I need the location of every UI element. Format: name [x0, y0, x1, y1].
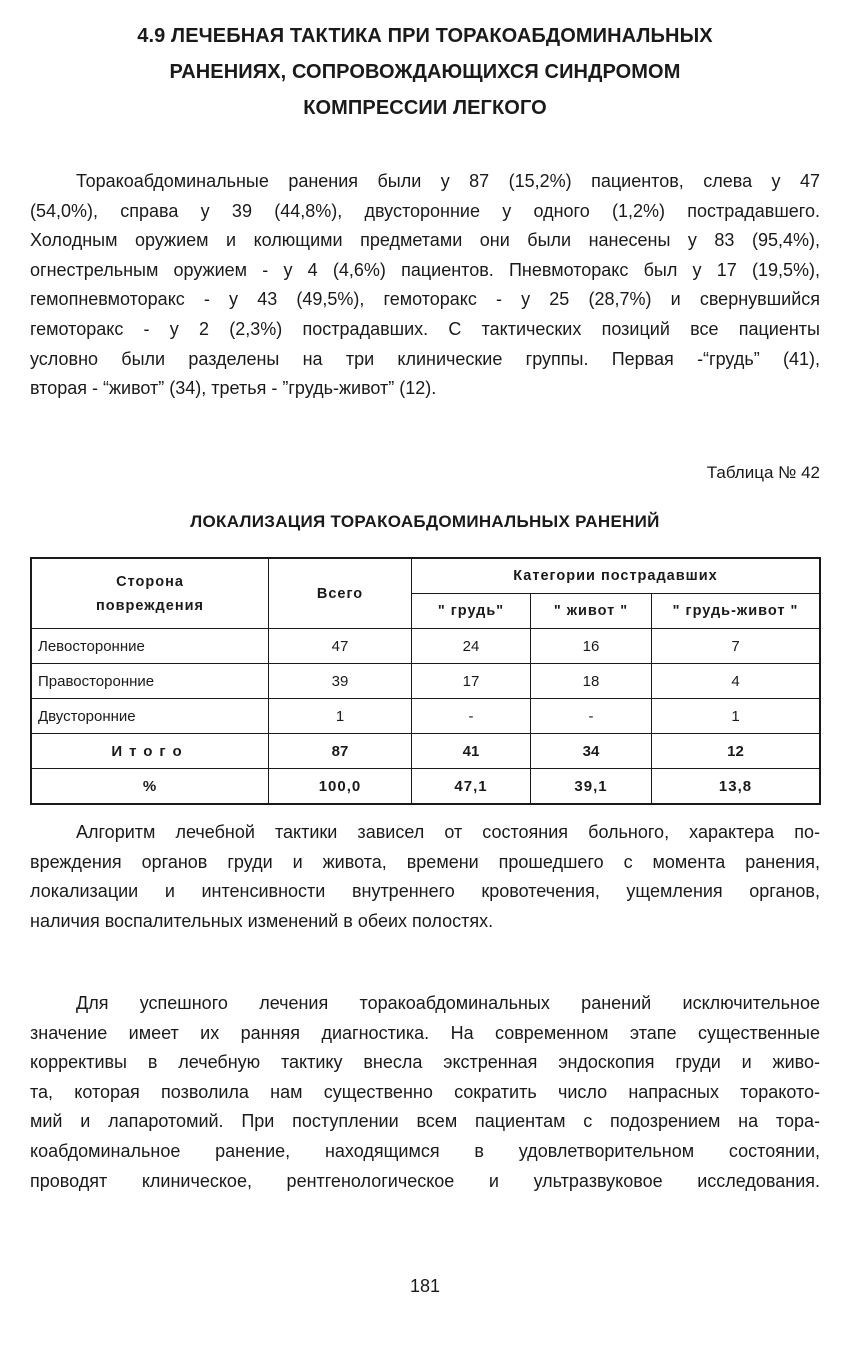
cell-side: Левосторонние — [31, 629, 269, 664]
chapter-title — [60, 18, 790, 126]
cell-percent-chest: 47,1 — [412, 769, 531, 805]
table-title: ЛОКАЛИЗАЦИЯ ТОРАКОАБДОМИНАЛЬНЫХ РАНЕНИЙ — [190, 512, 660, 531]
header-categories: Категории пострадавших — [412, 558, 821, 594]
paragraph-algorithm — [30, 818, 820, 936]
paragraph-line: вреждения органов груди и живота, времени прошедшего с момента ранения, — [30, 851, 820, 872]
paragraph-line: та, которая позволила нам существенно сократить число напрасных торакото- — [30, 1081, 820, 1102]
paragraph-line: коррективы в лечебную тактику внесла экстренная эндоскопия груди и живо- — [30, 1052, 820, 1073]
cell-sum-abdomen: 34 — [531, 734, 652, 769]
cell-side: Двусторонние — [31, 699, 269, 734]
paragraph-diagnostics — [30, 989, 820, 1196]
cell-total: 39 — [269, 664, 412, 699]
paragraph-incidence — [30, 167, 820, 404]
cell-percent-label: % — [31, 769, 269, 805]
paragraph-line: коабдоминальное ранение, находящимся в удовлетворительном состоянии, — [30, 1140, 820, 1161]
header-side-line-2: повреждения — [96, 597, 204, 614]
chapter-title-line-3: КОМПРЕССИИ ЛЕГКОГО — [303, 97, 547, 119]
header-chest: " грудь" — [412, 594, 531, 629]
cell-abdomen: - — [531, 699, 652, 734]
paragraph-line: мий и лапаротомий. При поступлении всем пациентам с подозрением на тора- — [30, 1111, 820, 1132]
cell-abdomen: 16 — [531, 629, 652, 664]
cell-abdomen: 18 — [531, 664, 652, 699]
paragraph-line: условно были разделены на три клинические группы. Первая -“грудь” (41), — [30, 348, 820, 369]
paragraph-line: значение имеет их ранняя диагностика. На современном этапе существенные — [30, 1022, 820, 1043]
cell-sum-label: Итого — [31, 734, 269, 769]
cell-sum-chest-abdomen: 12 — [652, 734, 821, 769]
cell-sum-chest: 41 — [412, 734, 531, 769]
header-abdomen: " живот " — [531, 594, 652, 629]
header-side — [31, 558, 269, 629]
cell-total: 1 — [269, 699, 412, 734]
chapter-title-line-2: РАНЕНИЯХ, СОПРОВОЖДАЮЩИХСЯ СИНДРОМОМ — [169, 61, 681, 83]
cell-chest: 17 — [412, 664, 531, 699]
chapter-title-line-1: 4.9 ЛЕЧЕБНАЯ ТАКТИКА ПРИ ТОРАКОАБДОМИНАЛЬНЫХ — [137, 25, 713, 47]
paragraph-line: Холодным оружием и колющими предметами они были нанесены у 83 (95,4%), — [30, 230, 820, 251]
table-row — [31, 664, 820, 699]
paragraph-line: Торакоабдоминальные ранения были у 87 (15,2%) пациентов, слева у 47 — [76, 171, 820, 191]
paragraph-line: вторая - “живот” (34), третья - ”грудь-живот” (12). — [30, 378, 437, 399]
cell-sum-total: 87 — [269, 734, 412, 769]
table-row — [31, 629, 820, 664]
paragraph-line: огнестрельным оружием - у 4 (4,6%) пациентов. Пневмоторакс был у 17 (19,5%), — [30, 259, 820, 280]
cell-percent-abdomen: 39,1 — [531, 769, 652, 805]
cell-percent-total: 100,0 — [269, 769, 412, 805]
paragraph-line: гемопневмоторакс - у 43 (49,5%), гемоторакс - у 25 (28,7%) и свернувшийся — [30, 289, 820, 310]
table-row — [31, 699, 820, 734]
table-sum-row — [31, 734, 820, 769]
paragraph-line: локализации и интенсивности внутреннего кровотечения, ущемления органов, — [30, 881, 820, 902]
paragraph-line: (54,0%), справа у 39 (44,8%), двусторонние у одного (1,2%) пострадавшего. — [30, 200, 820, 221]
page-number: 181 — [409, 1276, 441, 1296]
cell-chest: 24 — [412, 629, 531, 664]
header-chest-abdomen: " грудь-живот " — [652, 594, 821, 629]
paragraph-line: гемоторакс - у 2 (2,3%) пострадавших. С тактических позиций все пациенты — [30, 318, 820, 339]
cell-chest-abdomen: 1 — [652, 699, 821, 734]
cell-chest-abdomen: 7 — [652, 629, 821, 664]
cell-percent-chest-abdomen: 13,8 — [652, 769, 821, 805]
table-number-label: Таблица № 42 — [706, 463, 820, 482]
paragraph-line: Алгоритм лечебной тактики зависел от состояния больного, характера по- — [76, 822, 820, 842]
header-side-line-1: Сторона — [116, 573, 184, 590]
paragraph-line: наличия воспалительных изменений в обеих полостях. — [30, 910, 494, 931]
cell-total: 47 — [269, 629, 412, 664]
wound-localization-table — [30, 557, 821, 805]
paragraph-line: Для успешного лечения торакоабдоминальных ранений исключительное — [76, 993, 820, 1013]
cell-chest: - — [412, 699, 531, 734]
cell-chest-abdomen: 4 — [652, 664, 821, 699]
cell-side: Правосторонние — [31, 664, 269, 699]
paragraph-line: проводят клиническое, рентгенологическое и ультразвуковое исследования. — [30, 1170, 820, 1191]
table-percent-row — [31, 769, 820, 805]
header-total: Всего — [269, 558, 412, 629]
